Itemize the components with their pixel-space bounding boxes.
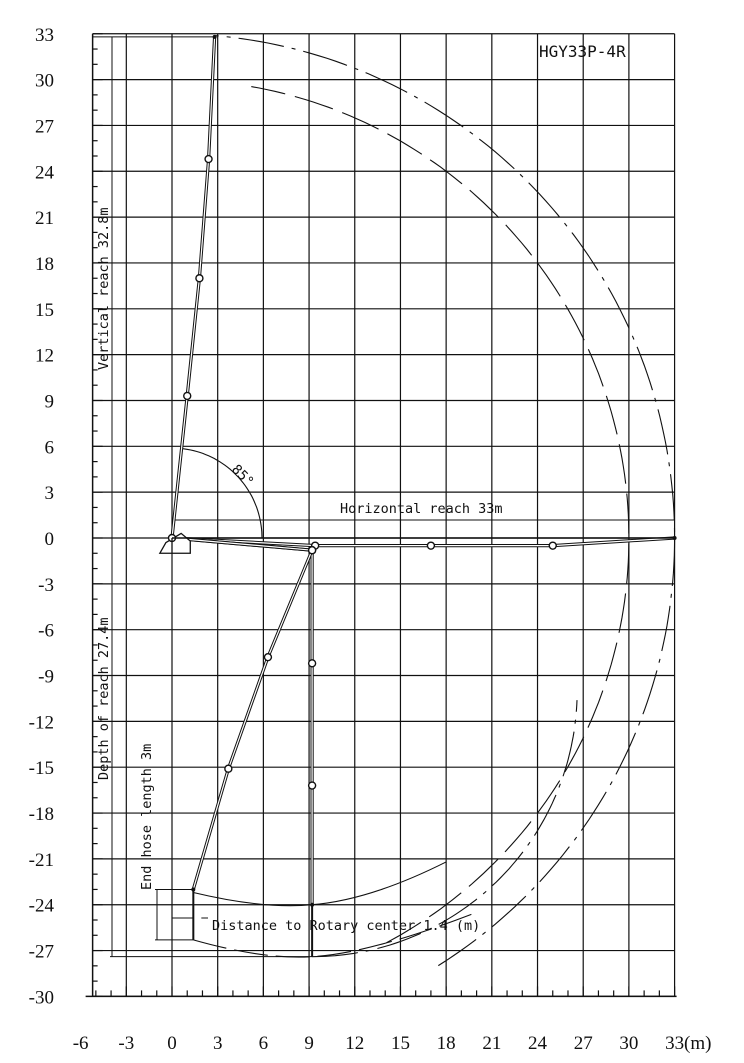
y-tick-label: -3	[38, 574, 54, 596]
dimension-lines	[93, 37, 675, 957]
x-tick-label: 30	[619, 1033, 639, 1054]
x-tick-label: 0	[167, 1033, 177, 1054]
y-tick-label: 18	[35, 253, 54, 275]
y-tick-label: -18	[28, 804, 54, 826]
y-tick-label: 15	[35, 299, 54, 321]
x-tick-label: 9	[304, 1033, 314, 1054]
y-tick-label: -12	[28, 712, 54, 734]
boom-joint	[309, 782, 316, 789]
x-tick-label: -6	[72, 1033, 89, 1054]
y-tick-label: 3	[44, 483, 54, 505]
y-tick-label: -21	[28, 849, 54, 871]
depth-of-reach-label: Depth of reach 27.4m	[96, 617, 112, 780]
y-tick-label: -15	[28, 758, 54, 780]
y-tick-label: 0	[44, 529, 54, 550]
x-tick-label: 12	[345, 1033, 365, 1054]
y-tick-label: -6	[38, 620, 54, 642]
y-tick-label: -30	[28, 987, 54, 1009]
y-tick-label: -27	[28, 941, 54, 963]
angle-label: 85°	[228, 461, 257, 491]
x-tick-label: 3	[212, 1033, 223, 1054]
boom-positions	[160, 35, 677, 957]
x-axis-tick-labels	[73, 1033, 684, 1054]
boom-outline	[172, 37, 215, 538]
boom-joint	[184, 392, 191, 399]
x-tick-label: 18	[436, 1033, 456, 1054]
boom-joint	[205, 156, 212, 163]
boom-joint	[427, 542, 434, 549]
boom-inner	[172, 37, 215, 538]
angle-arc	[181, 449, 262, 539]
y-tick-label: 12	[35, 345, 54, 367]
y-tick-label: -24	[28, 895, 54, 917]
boom-joint	[264, 654, 271, 661]
boom-joint	[309, 547, 316, 554]
y-tick-label: 33	[35, 24, 54, 46]
x-tick-label: 15	[390, 1033, 410, 1054]
x-tick-label: 27	[573, 1033, 593, 1054]
x-tick-label: 6	[258, 1033, 269, 1054]
x-tick-label: 33	[665, 1033, 685, 1054]
y-tick-label: 24	[35, 162, 54, 184]
y-tick-label: 21	[35, 208, 54, 230]
boom-joint	[309, 660, 316, 667]
lower-boom-arc	[193, 862, 446, 906]
rotary-distance-label: Distance to Rotary center 1.4 (m)	[212, 918, 481, 934]
x-tick-label: 24	[528, 1033, 548, 1054]
boom-inner	[172, 538, 312, 889]
boom-joint	[549, 542, 556, 549]
x-tick-label: 21	[482, 1033, 502, 1054]
end-hose-label: End hose length 3m	[139, 743, 155, 890]
boom-joint	[225, 765, 232, 772]
boom-outline	[172, 538, 312, 889]
y-tick-label: 30	[35, 70, 54, 92]
boom-joint	[196, 275, 203, 282]
y-tick-label: -9	[38, 666, 54, 688]
x-tick-label: -3	[118, 1033, 135, 1054]
vertical-reach-label: Vertical reach 32.8m	[96, 207, 112, 370]
model-label: HGY33P-4R	[539, 42, 626, 61]
y-tick-label: 9	[44, 391, 54, 413]
y-axis-tick-labels	[29, 25, 55, 1009]
y-tick-label: 6	[44, 437, 54, 459]
x-axis-unit: (m)	[684, 1033, 712, 1054]
horizontal-reach-label: Horizontal reach 33m	[340, 501, 503, 517]
y-tick-label: 27	[35, 116, 54, 138]
